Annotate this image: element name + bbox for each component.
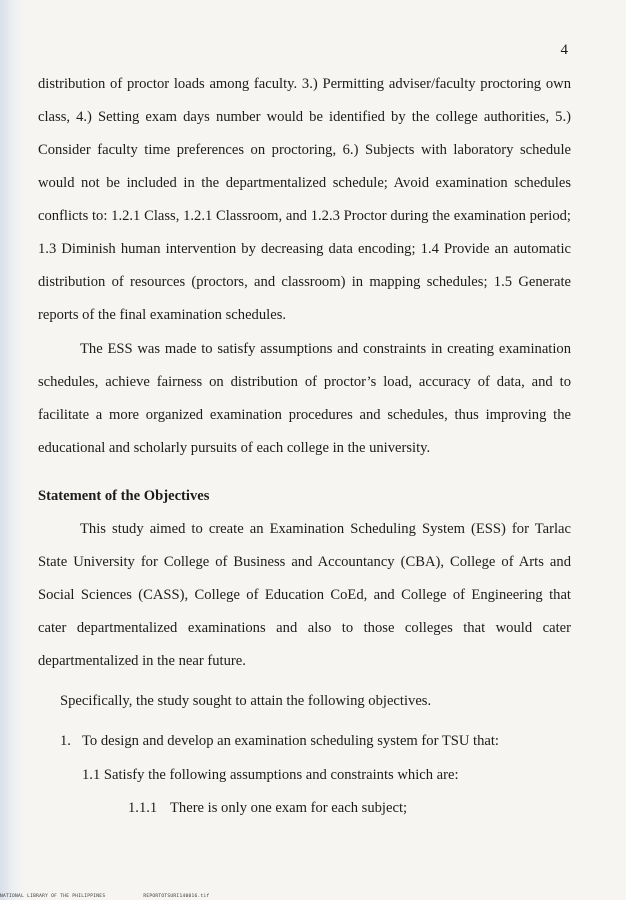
- objective-1-1-1-number: 1.1.1: [128, 800, 158, 816]
- paragraph-ess-summary: The ESS was made to satisfy assumptions and constraints in creating examination schedules, achieve fairness on distribution of proctor’s load, accuracy of data, and to facilitate a more organized examination procedures and schedules, thus improving the educational and scholarly pursuits of each college in the university.: [38, 341, 571, 456]
- footer-code: REPORTOTSURI140016.tif: [143, 894, 210, 899]
- section-heading: Statement of the Objectives: [38, 488, 210, 504]
- paragraph-continuation: distribution of proctor loads among faculty. 3.) Permitting adviser/faculty proctoring own class, 4.) Setting exam days number would be identified by the college authorities, 5.) Consider faculty time preferences on proctoring, 6.) Subjects with laboratory schedule would not be included in the departmentalized schedule; Avoid examination schedules conflicts to: 1.2.1 Class, 1.2.1 Classroom, and 1.2.3 Proctor during the examination period; 1.3 Diminish human intervention by decreasing data encoding; 1.4 Provide an automatic distribution of resources (proctors, and classroom) in mapping schedules; 1.5 Generate reports of the final examination schedules.: [38, 76, 571, 323]
- objective-1-text: To design and develop an examination scheduling system for TSU that:: [82, 733, 499, 749]
- specific-objectives-intro: Specifically, the study sought to attain the following objectives.: [60, 693, 432, 709]
- objective-1-number: 1.: [60, 733, 71, 749]
- objective-1-1-1: [128, 800, 407, 817]
- objective-1-1: 1.1 Satisfy the following assumptions and constraints which are:: [82, 767, 459, 783]
- objective-1-1-1-text: There is only one exam for each subject;: [170, 800, 408, 816]
- scan-footer: [0, 894, 210, 899]
- objective-1: [60, 733, 499, 750]
- footer-library: NATIONAL LIBRARY OF THE PHILIPPINES: [0, 894, 106, 899]
- paragraph-objectives-intro: This study aimed to create an Examination Scheduling System (ESS) for Tarlac State University for College of Business and Accountancy (CBA), College of Arts and Social Sciences (CASS), College of Education CoEd, and College of Engineering that cater departmentalized examinations and also to those colleges that would cater departmentalized in the near future.: [38, 521, 571, 669]
- page-number: 4: [560, 42, 568, 58]
